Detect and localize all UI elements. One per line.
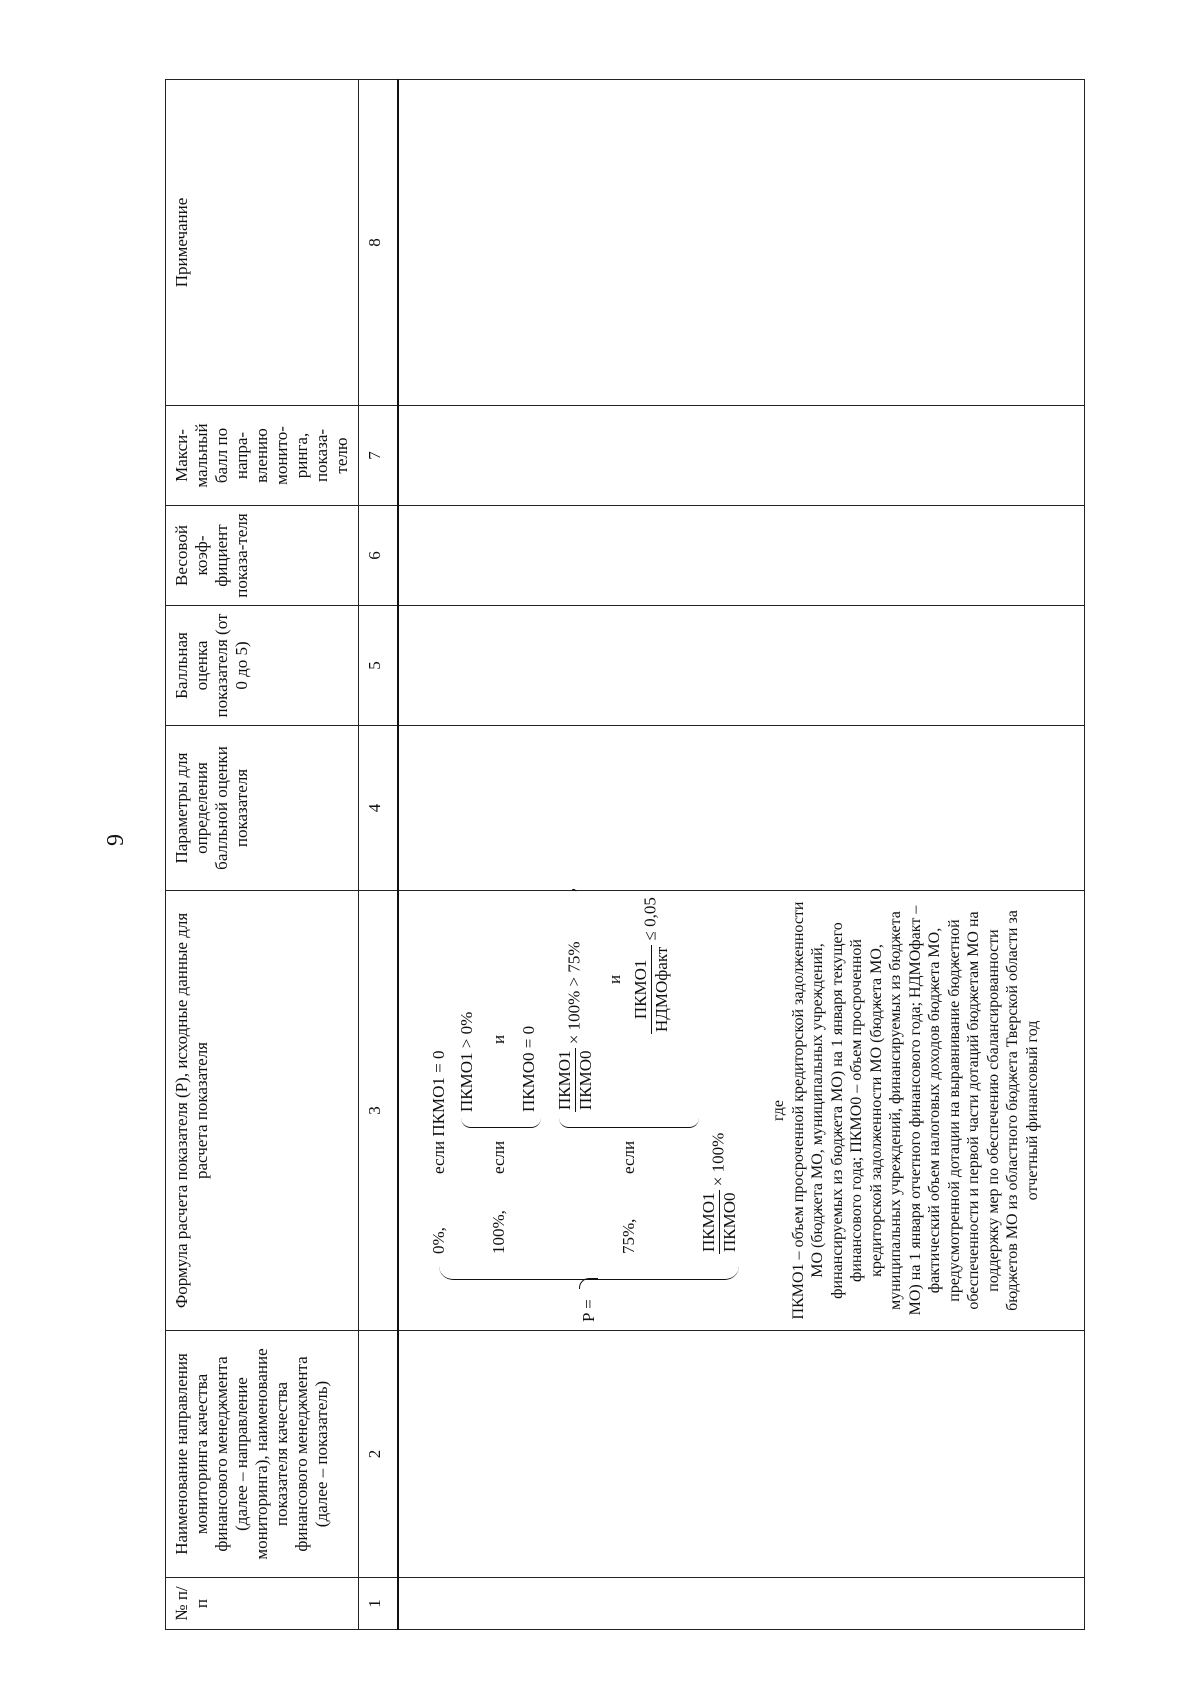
colnum-2: 2 [359, 1331, 399, 1578]
definitions [769, 897, 1042, 1324]
brace-case3 [559, 1117, 699, 1128]
header-weight: Весовой коэф-фициент показа-теля [166, 506, 359, 606]
cell-formula [398, 887, 1085, 1331]
case2-and: и [489, 1034, 508, 1044]
cell-weight [398, 506, 1085, 606]
case3-tail: × 100% > 75% [564, 941, 584, 1045]
case3-value: 75%, [619, 1218, 638, 1254]
header-num: № п/п [166, 1578, 359, 1630]
case3-ratio [555, 941, 596, 1112]
case4-frac-den: ПКМО0 [720, 1192, 739, 1252]
column-numbers-row [359, 80, 399, 1630]
cell-score [398, 606, 1085, 726]
case4-ratio [699, 1133, 740, 1254]
colnum-8: 8 [359, 80, 399, 406]
case3-ratio2 [631, 897, 672, 1034]
cell-name [398, 1331, 1085, 1578]
formula-block [409, 887, 769, 1324]
case3-frac2-den: НДМОфакт [652, 946, 671, 1032]
header-score: Балльная оценка показателя (от 0 до 5) [166, 606, 359, 726]
case3-frac-num: ПКМО1 [555, 1050, 574, 1110]
header-max: Макси-мальный балл по напра-влению монито-ринга, показа-телю [166, 406, 359, 506]
case4-frac-num: ПКМО1 [699, 1192, 718, 1252]
header-params: Параметры для определения балльной оценки показателя [166, 726, 359, 891]
brace-main [439, 1265, 739, 1280]
colnum-1: 1 [359, 1578, 399, 1630]
data-row [398, 80, 1085, 1630]
case2-cond-a: ПКМО1 > 0% [457, 1011, 476, 1112]
colnum-6: 6 [359, 506, 399, 606]
criteria-table [165, 79, 1085, 1630]
page-number: 9 [103, 834, 129, 846]
case4-tail: × 100% [708, 1132, 728, 1187]
cell-params [398, 726, 1085, 891]
brace-case2 [461, 1117, 541, 1128]
definitions-where: где [770, 1100, 787, 1122]
colnum-5: 5 [359, 606, 399, 726]
rotated-page [165, 80, 1085, 1630]
cell-num [398, 1578, 1085, 1630]
case2-cond-b: ПКМО0 = 0 [519, 1025, 538, 1112]
cell-note [398, 80, 1085, 406]
case3-and: и [605, 974, 624, 984]
formula-comma: , [559, 887, 578, 892]
case3-tail2: ≤ 0,05 [640, 897, 660, 941]
case3-frac2-num: ПКМО1 [631, 945, 652, 1034]
cell-max [398, 406, 1085, 506]
definitions-text: ПКМО1 – объем просроченной кредиторской задолженности МО (бюджета МО, муниципальных учреждений, финансируемых из бюджета МО) на 1 января текущего финансового года; ПКМО0 – объем просроченной кредиторской задолженности МО (бюджета МО, муниципальных учреждений, финансируемых из бюджета МО) на 1 января отчетного финансового года; НДМОфакт – фактический объем налоговых доходов бюджета МО, предусмотренной дотации на выравнивание бюджетной обеспеченности и первой части дотаций бюджетам МО на поддержку мер по обеспечению сбалансированности бюджетов МО из областного бюджета Тверской области за отчетный финансовый год [789, 901, 1041, 1320]
formula-p-eq: P = [579, 1299, 598, 1322]
colnum-7: 7 [359, 406, 399, 506]
header-note: Примечание [166, 80, 359, 406]
case1-condition: если ПКМО1 = 0 [429, 1050, 448, 1174]
colnum-4: 4 [359, 726, 399, 891]
case2-if: если [489, 1140, 508, 1174]
header-formula: Формула расчета показателя (P), исходные данные для расчета показателя [166, 891, 359, 1331]
case2-value: 100%, [489, 1210, 508, 1254]
case3-if: если [619, 1140, 638, 1174]
case3-frac-den: ПКМО0 [576, 1050, 595, 1110]
header-row [166, 80, 359, 1630]
header-name: Наименование направления мониторинга качества финансового менеджмента (далее – направление мониторинга), наименование показателя качества финансового менеджмента (далее – показатель) [166, 1331, 359, 1578]
case1-value: 0%, [429, 1227, 448, 1254]
colnum-3: 3 [359, 891, 399, 1331]
